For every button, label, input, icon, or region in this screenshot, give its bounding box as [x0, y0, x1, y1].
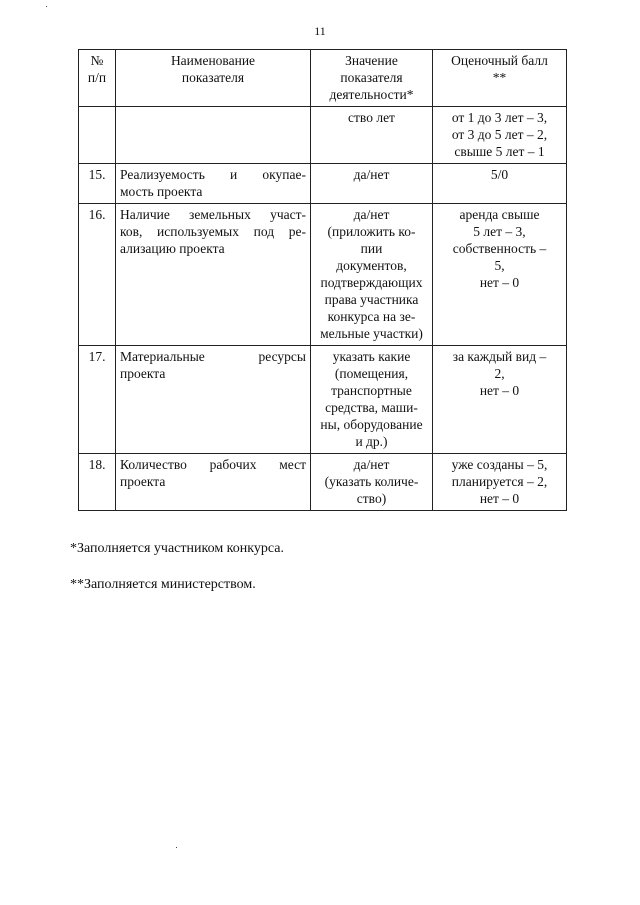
cell-line: Наименование	[170, 53, 256, 68]
cell-line: и др.)	[355, 434, 388, 449]
row-score	[433, 164, 567, 204]
cell-line: 2,	[494, 366, 505, 381]
header-indicator-value	[311, 50, 433, 107]
cell-line: Количество рабочих мест	[120, 457, 306, 472]
row-score	[433, 107, 567, 164]
cell-line: подтверждающих	[320, 275, 423, 290]
row-number: 18.	[79, 454, 116, 511]
row-number: 15.	[79, 164, 116, 204]
cell-line: транспортные	[331, 383, 412, 398]
cell-line: (помещения,	[334, 366, 409, 381]
cell-line: нет – 0	[479, 275, 520, 290]
cell-line: ны, оборудование	[320, 417, 423, 432]
cell-line: да/нет	[353, 457, 390, 472]
cell-line: ализацию проекта	[120, 241, 225, 256]
table-header	[79, 50, 567, 107]
table-row	[79, 346, 567, 454]
cell-line: от 1 до 3 лет – 3,	[451, 110, 548, 125]
table-row	[79, 164, 567, 204]
page-number: 11	[314, 24, 326, 38]
table-row	[79, 107, 567, 164]
header-number	[79, 50, 116, 107]
cell-line: мельные участки)	[320, 326, 423, 341]
cell-line: проекта	[120, 366, 166, 381]
cell-line: конкурса на зе-	[327, 309, 416, 324]
row-score	[433, 454, 567, 511]
cell-line: мость проекта	[120, 184, 203, 199]
header-score	[433, 50, 567, 107]
cell-line: аренда свыше	[459, 207, 540, 222]
cell-line: да/нет	[353, 207, 390, 222]
cell-line: Материальные ресурсы	[120, 349, 306, 364]
header-indicator-name	[116, 50, 311, 107]
cell-line: **	[492, 70, 507, 85]
cell-line: нет – 0	[479, 491, 520, 506]
cell-line: показателя	[181, 70, 245, 85]
cell-line: п/п	[87, 70, 107, 85]
row-score	[433, 346, 567, 454]
row-value	[311, 454, 433, 511]
footnote-participant: *Заполняется участником конкурса.	[70, 541, 284, 556]
cell-line: уже созданы – 5,	[451, 457, 548, 472]
table-row	[79, 204, 567, 346]
criteria-table	[78, 49, 567, 511]
row-score	[433, 204, 567, 346]
cell-line: пии	[360, 241, 383, 256]
cell-line: Реализуемость и окупае-	[120, 167, 306, 182]
row-value	[311, 204, 433, 346]
cell-line: 5/0	[490, 167, 509, 182]
row-number: 17.	[79, 346, 116, 454]
cell-line: да/нет	[353, 167, 390, 182]
scan-speck	[176, 847, 177, 848]
cell-line: проекта	[120, 474, 166, 489]
cell-line: деятельности*	[329, 87, 414, 102]
scan-speck	[46, 6, 47, 7]
cell-line: ков, используемых под ре-	[120, 224, 306, 239]
cell-line: свыше 5 лет – 1	[454, 144, 545, 159]
row-name	[116, 346, 311, 454]
cell-line: №	[90, 53, 104, 68]
cell-line: показателя	[340, 70, 403, 85]
cell-line: документов,	[336, 258, 407, 273]
cell-line: Оценочный балл	[451, 53, 548, 68]
cell-line: (приложить ко-	[327, 224, 416, 239]
cell-line: 5 лет – 3,	[473, 224, 526, 239]
table-body	[79, 107, 567, 511]
cell-line: 5,	[494, 258, 505, 273]
row-name	[116, 107, 311, 164]
cell-line: указать какие	[332, 349, 411, 364]
row-value	[311, 164, 433, 204]
row-number: 16.	[79, 204, 116, 346]
cell-line: нет – 0	[479, 383, 520, 398]
cell-line: (указать количе-	[324, 474, 419, 489]
cell-line: средства, маши-	[325, 400, 418, 415]
cell-line: собственность –	[452, 241, 547, 256]
row-value	[311, 107, 433, 164]
cell-line: Значение	[345, 53, 398, 68]
cell-line: за каждый вид –	[452, 349, 547, 364]
row-value	[311, 346, 433, 454]
footnote-ministry: **Заполняется министерством.	[70, 577, 256, 592]
cell-line: от 3 до 5 лет – 2,	[451, 127, 548, 142]
row-number	[79, 107, 116, 164]
cell-line: Наличие земельных участ-	[120, 207, 306, 222]
row-name	[116, 164, 311, 204]
cell-line: ство лет	[348, 110, 395, 125]
row-name	[116, 204, 311, 346]
header-row	[79, 50, 567, 107]
cell-line: права участника	[324, 292, 419, 307]
table-row	[79, 454, 567, 511]
cell-line: ство)	[356, 491, 387, 506]
row-name	[116, 454, 311, 511]
cell-line: планируется – 2,	[451, 474, 548, 489]
